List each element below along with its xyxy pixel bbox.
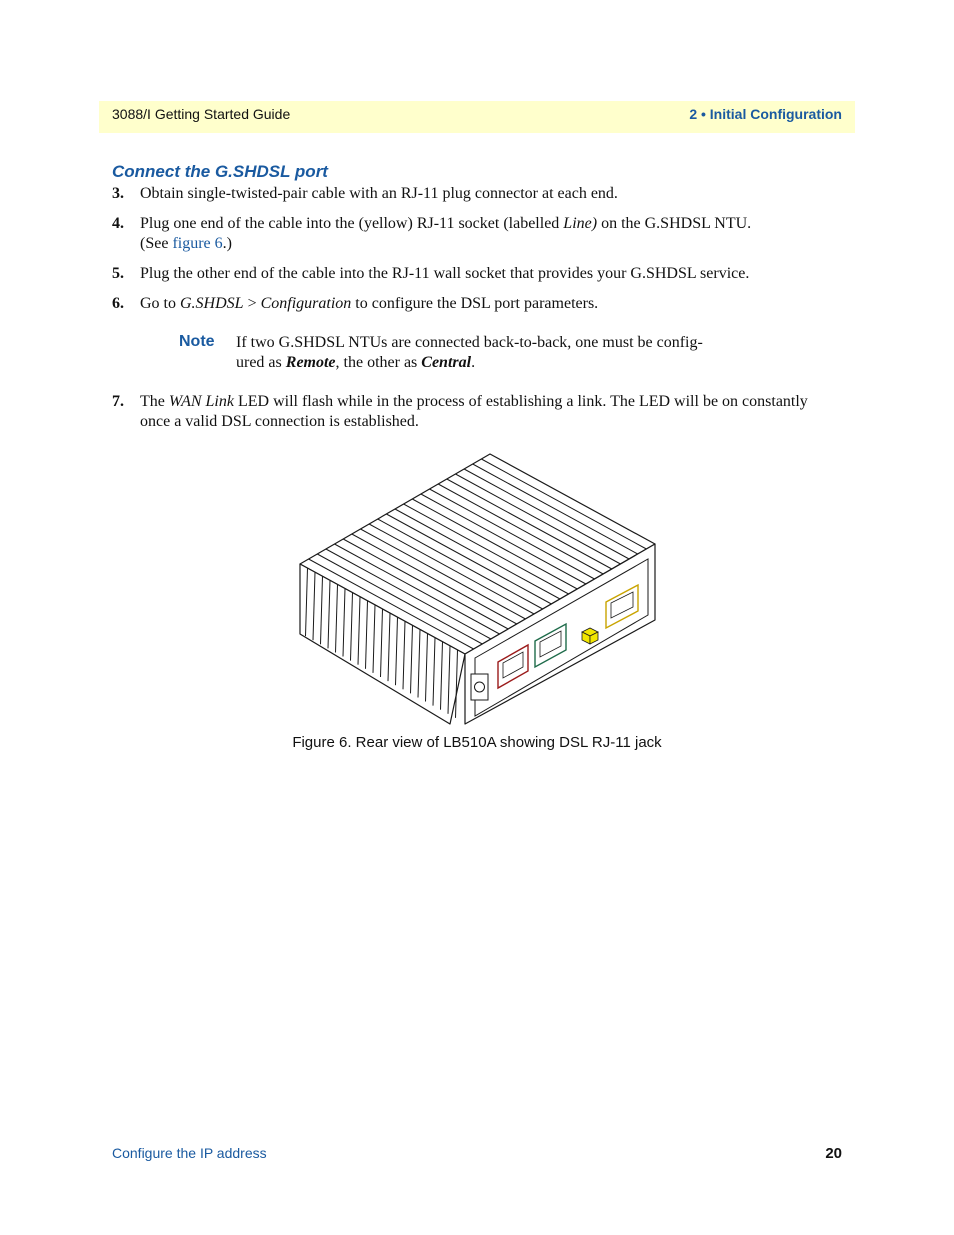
step-text: on the G.SHDSL NTU. xyxy=(597,215,752,232)
step-text: Go to xyxy=(140,295,180,312)
note-remote: Remote xyxy=(285,354,336,371)
step-6 xyxy=(112,294,599,314)
step-text: to configure the DSL port parameters. xyxy=(351,295,599,312)
note-text xyxy=(236,333,736,373)
step-7 xyxy=(112,392,808,432)
step-text: LED will flash while in the process of establishing a link. The LED will be on constantly xyxy=(233,393,808,410)
wan-link-led-icon xyxy=(582,628,598,644)
figure-caption: Figure 6. Rear view of LB510A showing DSL RJ-11 jack xyxy=(292,734,662,751)
step-text: (See xyxy=(140,235,173,252)
note-line: ured as xyxy=(236,354,286,371)
step-5 xyxy=(112,264,750,284)
step-text-italic: Line) xyxy=(563,215,598,232)
step-text: .) xyxy=(222,235,232,252)
step-text: The xyxy=(140,393,169,410)
note-line: If two G.SHDSL NTUs are connected back-to-back, one must be config- xyxy=(236,334,703,351)
step-3 xyxy=(112,184,618,204)
step-number: 5. xyxy=(112,265,124,282)
running-header-title: 3088/I Getting Started Guide xyxy=(112,106,291,122)
step-number: 3. xyxy=(112,185,124,202)
step-number: 4. xyxy=(112,215,124,232)
section-title: Connect the G.SHDSL port xyxy=(112,162,328,181)
note-label: Note xyxy=(179,333,215,350)
step-4 xyxy=(112,214,752,254)
footer-section-link[interactable]: Configure the IP address xyxy=(112,1145,267,1161)
step-text: Obtain single-twisted-pair cable with an RJ-11 plug connector at each end. xyxy=(140,185,618,202)
running-header-chapter: 2 • Initial Configuration xyxy=(689,106,842,122)
figure-6-link[interactable]: figure 6 xyxy=(172,235,223,252)
menu-path-configuration: Configuration xyxy=(260,295,352,312)
power-jack-icon xyxy=(471,674,488,700)
note-line: . xyxy=(471,354,476,371)
step-text: Plug the other end of the cable into the RJ-11 wall socket that provides your G.SHDSL service. xyxy=(140,265,750,282)
step-number: 7. xyxy=(112,393,124,410)
page-number: 20 xyxy=(825,1145,842,1162)
menu-path-gshdsl: G.SHDSL xyxy=(180,295,244,312)
device-rear-view-illustration xyxy=(290,452,665,728)
menu-path-separator: > xyxy=(243,295,261,312)
step-text: Plug one end of the cable into the (yellow) RJ-11 socket (labelled xyxy=(140,215,564,232)
note-line: , the other as xyxy=(335,354,422,371)
note-central: Central xyxy=(421,354,472,371)
step-number: 6. xyxy=(112,295,124,312)
step-text: once a valid DSL connection is established. xyxy=(140,413,419,430)
led-name: WAN Link xyxy=(168,393,234,410)
